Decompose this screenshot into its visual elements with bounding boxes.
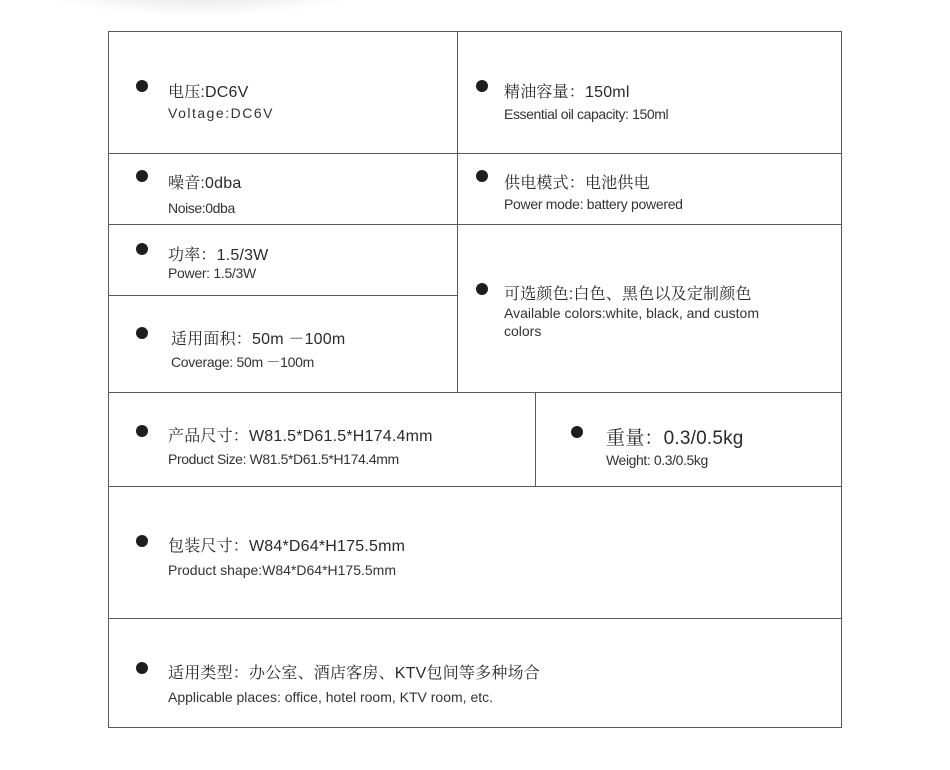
power-en: Power: 1.5/3W <box>168 265 256 281</box>
applicable-en: Applicable places: office, hotel room, KTV room, etc. <box>168 689 494 705</box>
cell-package-size <box>108 486 842 619</box>
bullet-icon <box>136 170 148 182</box>
weight-en: Weight: 0.3/0.5kg <box>606 452 708 468</box>
bullet-icon <box>136 80 148 92</box>
power-zh: 功率：1.5/3W <box>168 247 269 264</box>
cell-power-mode <box>457 153 842 225</box>
coverage-zh: 适用面积：50m －100m <box>171 331 346 348</box>
bullet-icon <box>136 535 148 547</box>
product-size-zh: 产品尺寸：W81.5*D61.5*H174.4mm <box>168 428 433 445</box>
cell-voltage <box>108 31 458 154</box>
power-mode-en: Power mode: battery powered <box>504 196 683 212</box>
package-size-zh: 包装尺寸：W84*D64*H175.5mm <box>168 538 406 555</box>
noise-en: Noise:0dba <box>168 200 235 216</box>
bullet-icon <box>476 283 488 295</box>
bullet-icon <box>571 426 583 438</box>
cell-coverage <box>108 295 458 393</box>
bullet-icon <box>136 662 148 674</box>
voltage-en: Voltage:DC6V <box>168 105 274 121</box>
cell-weight <box>535 392 842 487</box>
bullet-icon <box>136 327 148 339</box>
spec-sheet <box>108 31 842 728</box>
top-shadow <box>40 0 360 16</box>
product-size-en: Product Size: W81.5*D61.5*H174.4mm <box>168 451 399 467</box>
cell-applicable <box>108 618 842 728</box>
cell-colors <box>457 224 842 393</box>
cell-product-size <box>108 392 536 487</box>
bullet-icon <box>136 425 148 437</box>
bullet-icon <box>136 243 148 255</box>
noise-zh: 噪音:0dba <box>168 175 242 192</box>
power-mode-zh: 供电模式：电池供电 <box>504 175 650 192</box>
bullet-icon <box>476 80 488 92</box>
cell-oil-capacity <box>457 31 842 154</box>
bullet-icon <box>476 170 488 182</box>
voltage-zh: 电压:DC6V <box>168 84 249 101</box>
cell-power <box>108 224 458 296</box>
oil-capacity-en: Essential oil capacity: 150ml <box>504 106 669 122</box>
package-size-en: Product shape:W84*D64*H175.5mm <box>168 562 397 578</box>
applicable-zh: 适用类型：办公室、酒店客房、KTV包间等多种场合 <box>168 665 540 682</box>
cell-noise <box>108 153 458 225</box>
weight-zh: 重量：0.3/0.5kg <box>606 428 744 449</box>
coverage-en: Coverage: 50m －100m <box>171 354 314 370</box>
colors-zh: 可选颜色:白色、黑色以及定制颜色 <box>504 286 752 303</box>
oil-capacity-zh: 精油容量：150ml <box>504 84 630 101</box>
colors-en: Available colors:white, black, and custom colors <box>504 305 759 339</box>
